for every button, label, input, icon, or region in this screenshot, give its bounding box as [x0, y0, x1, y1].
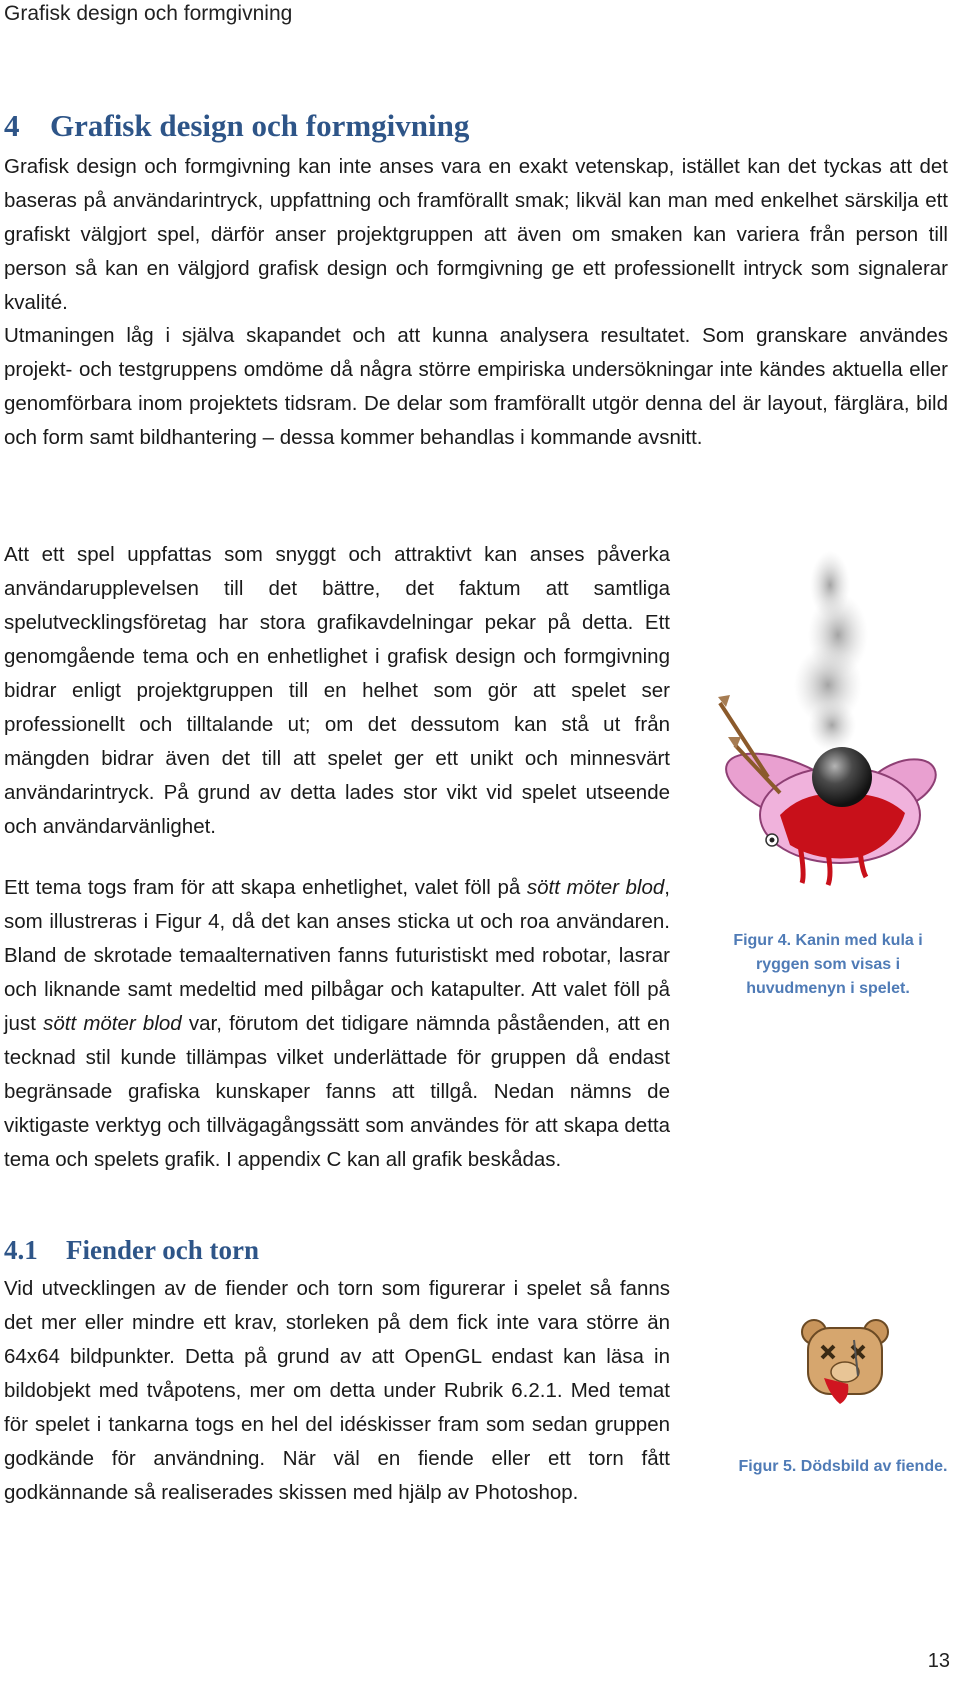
theme-name-2: sött möter blod	[43, 1012, 182, 1035]
paragraph-attractive: Att ett spel uppfattas som snyggt och attraktivt kan anses påverka användarupplevelsen till det bättre, det faktum att samtliga spelutvecklingsföretag har stora grafikavdelningar pekar på detta. Ett genomgående tema och en enhetlighet i grafisk design och formgivning bidrar enligt projektgruppen till en helhet som gör att spelet ser professionellt och tilltalande ut; om det dessutom kan stå ut från mängden bidrar även det till att spelet ger ett unikt och minnesvärt användarintryck. På grund av detta lades stor vikt vid spelet utseende och användarvänlighet.	[4, 543, 670, 838]
bunny-illustration	[710, 545, 950, 890]
page-number: 13	[927, 1650, 950, 1672]
paragraph-intro: Grafisk design och formgivning kan inte anses vara en exakt vetenskap, istället kan det tyckas att det baseras på användarintryck, uppfattning och framförallt smak; likväl kan man med enkelhet särskilja ett grafiskt välgjort spel, därför anser projektgruppen att även om smaken kan variera från person till person så kan en välgjord grafisk design och formgivning ge ett professionellt intryck som signalerar kvalité.	[4, 155, 948, 314]
subsection-number: 4.1	[4, 1235, 38, 1265]
section-heading	[4, 108, 469, 144]
paragraph-theme	[4, 871, 670, 1177]
teddy-enemy-illustration	[800, 1316, 890, 1406]
figure-4-image	[710, 545, 950, 890]
running-head: Grafisk design och formgivning	[4, 2, 293, 25]
theme-name-1: sött möter blod	[526, 876, 665, 899]
paragraph-enemies: Vid utvecklingen av de fiender och torn som figurerar i spelet så fanns det mer eller mindre ett krav, storleken på dem fick inte vara större än 64x64 bildpunkter. Detta på grund av att OpenGL endast kan läsa in bildobjekt med tvåpotens, mer om detta under Rubrik 6.2.1. Med temat för spelet i tankarna togs en hel del idéskisser fram som sedan gruppen godkände för användning. När väl en fiende eller ett torn fått godkännande så realiserades skissen med hjälp av Photoshop.	[4, 1277, 670, 1504]
section-number: 4	[4, 108, 20, 143]
theme-text-b: , som illustreras i Figur 4, då det kan anses sticka ut och roa användaren. Bland de skrotade temaalternativen fanns futuristiskt med robotar, lasrar och liknande samt medeltid med pilbågar och katapulter. Att valet föll på just	[4, 876, 670, 1035]
paragraph-challenge: Utmaningen låg i själva skapandet och att kunna analysera resultatet. Som granskare användes projekt- och testgruppens omdöme då några större empiriska undersökningar inte kändes aktuella eller genomförbara inom projektets tidsram. De delar som framförallt utgör denna del är layout, färglära, bild och form samt bildhantering – dessa kommer behandlas i kommande avsnitt.	[4, 324, 948, 449]
subsection-title: Fiender och torn	[66, 1235, 259, 1265]
figure-5-caption: Figur 5. Dödsbild av fiende.	[738, 1458, 948, 1475]
figure-5-image	[800, 1316, 890, 1406]
theme-text-a: Ett tema togs fram för att skapa enhetlighet, valet föll på	[4, 876, 527, 899]
figure-4-caption: Figur 4. Kanin med kula i ryggen som visas i huvudmenyn i spelet.	[733, 932, 923, 997]
theme-text-c: var, förutom det tidigare nämnda påståenden, att en tecknad stil kunde tillämpas vilket underlättade för gruppen då endast begränsade grafiska kunskaper fanns att tillgå. Nedan nämns de viktigaste verktyg och tillvägagångssätt som användes för att skapa detta tema och spelets grafik. I appendix C kan all grafik beskådas.	[4, 1012, 670, 1171]
section-title: Grafisk design och formgivning	[50, 108, 470, 143]
subsection-heading	[4, 1235, 259, 1266]
